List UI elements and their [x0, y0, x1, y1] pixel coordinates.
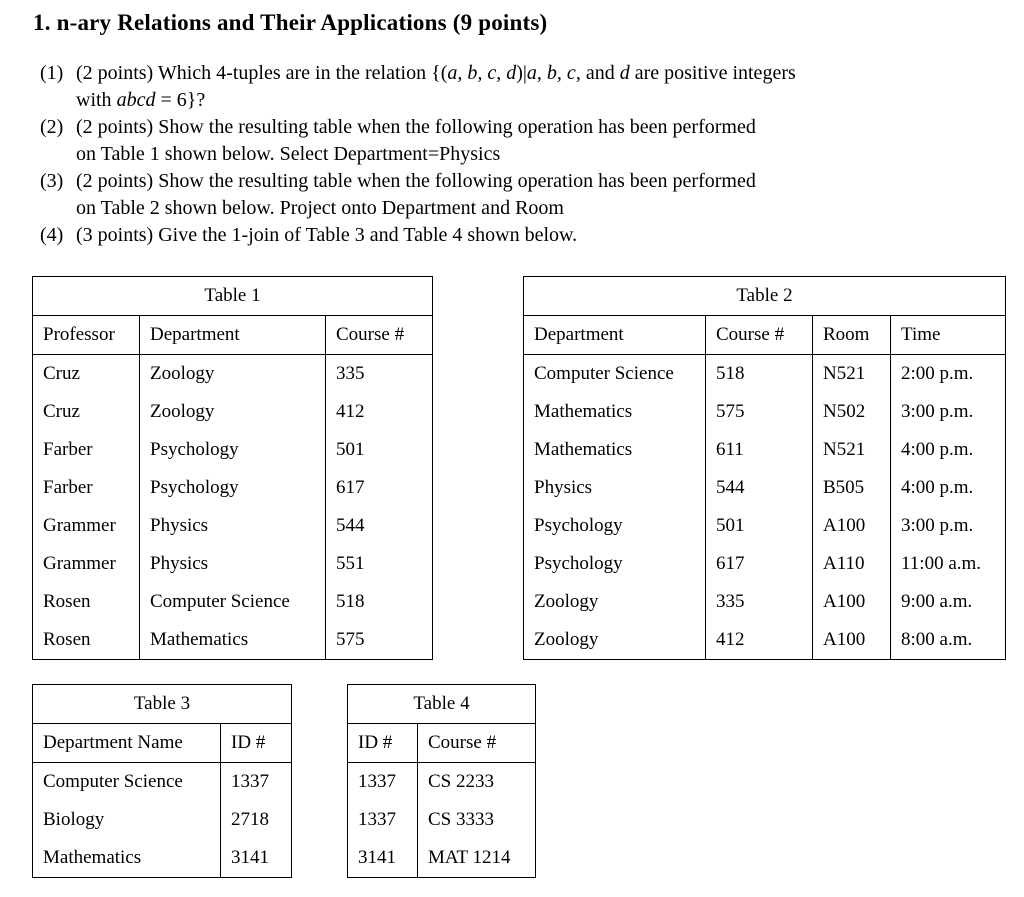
- table-cell: 1337: [221, 763, 292, 802]
- text-segment: , and: [575, 62, 620, 84]
- table-row: [348, 763, 536, 802]
- table-cell: 575: [706, 393, 813, 431]
- column-header: Course #: [706, 316, 813, 355]
- table-row: [33, 355, 433, 394]
- table-cell: 617: [326, 469, 433, 507]
- table-cell: 335: [326, 355, 433, 394]
- table-title: Table 1: [33, 277, 433, 316]
- table-row: [33, 545, 433, 583]
- table-title-row: [33, 277, 433, 316]
- table-row: [33, 507, 433, 545]
- text-segment: are positive integers: [629, 62, 796, 84]
- table-cell: Computer Science: [534, 363, 674, 384]
- column-header: Professor: [33, 316, 140, 355]
- table-row: [348, 801, 536, 839]
- table-cell: 3141: [221, 839, 292, 878]
- table-cell: MAT 1214: [418, 839, 536, 878]
- table-cell: 3:00 p.m.: [891, 393, 1006, 431]
- table-row: [524, 393, 1006, 431]
- table-cell: N521: [813, 355, 891, 394]
- table-cell: A110: [813, 545, 891, 583]
- table-1: [32, 276, 433, 660]
- text-segment: (2 points) Which 4-tuples are in the relation {(: [76, 62, 448, 84]
- table-row: [348, 839, 536, 878]
- table-cell: B505: [813, 469, 891, 507]
- table-cell: 2:00 p.m.: [891, 355, 1006, 394]
- table-title-row: [348, 685, 536, 724]
- table-cell: Mathematics: [534, 439, 633, 460]
- table-cell: Farber: [43, 477, 93, 498]
- table-cell: Psychology: [140, 469, 326, 507]
- table-cell: Cruz: [43, 363, 80, 384]
- question-number: (2): [40, 116, 64, 138]
- column-header: Course #: [418, 724, 536, 763]
- question-text-line: on Table 1 shown below. Select Department=Physics: [76, 143, 501, 165]
- table-cell: 1337: [358, 809, 396, 830]
- table-cell: Physics: [140, 545, 326, 583]
- column-header: Course #: [326, 316, 433, 355]
- table-header-row: [524, 316, 1006, 355]
- table-row: [33, 621, 433, 660]
- table-row: [524, 507, 1006, 545]
- table-cell: Zoology: [140, 355, 326, 394]
- question-text-line: (2 points) Show the resulting table when the following operation has been performed: [76, 116, 756, 138]
- table-cell: Rosen: [43, 591, 91, 612]
- question-text-line: [76, 87, 980, 114]
- table-row: [524, 355, 1006, 394]
- table-cell: 575: [326, 621, 433, 660]
- text-segment: = 6}?: [155, 89, 206, 111]
- table-cell: 501: [706, 507, 813, 545]
- table-title: Table 4: [348, 685, 536, 724]
- table-cell: 2718: [221, 801, 292, 839]
- table-cell: Mathematics: [43, 847, 142, 868]
- table-cell: CS 3333: [418, 801, 536, 839]
- table-cell: Computer Science: [140, 583, 326, 621]
- table-cell: 518: [326, 583, 433, 621]
- table-cell: Mathematics: [140, 621, 326, 660]
- question-text: [76, 168, 980, 222]
- table-cell: Zoology: [534, 629, 599, 650]
- table-cell: Computer Science: [43, 771, 183, 792]
- table-cell: Farber: [43, 439, 93, 460]
- column-header: Department: [524, 316, 706, 355]
- math-expression: d: [619, 62, 630, 84]
- table-cell: 544: [326, 507, 433, 545]
- table-4: [347, 684, 536, 878]
- table-row: [33, 469, 433, 507]
- column-header: Time: [891, 316, 1006, 355]
- table-row: [33, 393, 433, 431]
- table-row: [33, 839, 292, 878]
- column-header: Room: [813, 316, 891, 355]
- table-cell: Psychology: [534, 553, 623, 574]
- table-cell: 611: [706, 431, 813, 469]
- table-row: [524, 545, 1006, 583]
- table-cell: 11:00 a.m.: [891, 545, 1006, 583]
- question-item-3: [40, 168, 980, 222]
- question-number: (1): [40, 62, 64, 84]
- table-row: [33, 763, 292, 802]
- question-text: [76, 114, 980, 168]
- table-cell: Grammer: [43, 553, 116, 574]
- table-row: [524, 431, 1006, 469]
- table-cell: Physics: [140, 507, 326, 545]
- table-row: [524, 621, 1006, 660]
- table-cell: A100: [813, 583, 891, 621]
- table-title-row: [524, 277, 1006, 316]
- table-cell: 501: [326, 431, 433, 469]
- table-cell: Psychology: [140, 431, 326, 469]
- math-expression: a, b, c, d: [447, 62, 517, 84]
- table-cell: 9:00 a.m.: [891, 583, 1006, 621]
- question-text: [76, 222, 980, 249]
- question-text-line: (3 points) Give the 1-join of Table 3 and Table 4 shown below.: [76, 224, 578, 246]
- table-cell: 8:00 a.m.: [891, 621, 1006, 660]
- math-expression: abcd: [116, 89, 156, 111]
- table-cell: N521: [813, 431, 891, 469]
- table-cell: 617: [706, 545, 813, 583]
- table-cell: 3141: [358, 847, 396, 868]
- table-cell: 4:00 p.m.: [891, 431, 1006, 469]
- column-header: ID #: [348, 724, 418, 763]
- table-cell: 551: [326, 545, 433, 583]
- table-cell: Mathematics: [534, 401, 633, 422]
- question-item-4: [40, 222, 980, 249]
- text-segment: with: [76, 89, 117, 111]
- table-title: Table 2: [524, 277, 1006, 316]
- table-cell: 3:00 p.m.: [891, 507, 1006, 545]
- page-title: 1. n-ary Relations and Their Applications (9 points): [33, 10, 548, 35]
- question-text: [76, 60, 980, 114]
- table-cell: CS 2233: [418, 763, 536, 802]
- table-cell: Grammer: [43, 515, 116, 536]
- question-text-line: on Table 2 shown below. Project onto Department and Room: [76, 197, 564, 219]
- question-number: (4): [40, 224, 64, 246]
- text-segment: )|: [516, 62, 527, 84]
- table-title-row: [33, 685, 292, 724]
- table-cell: A100: [813, 621, 891, 660]
- table-row: [524, 469, 1006, 507]
- table-cell: Biology: [43, 809, 105, 830]
- table-cell: A100: [813, 507, 891, 545]
- table-cell: 1337: [358, 771, 396, 792]
- math-expression: a, b, c: [526, 62, 576, 84]
- table-cell: Psychology: [534, 515, 623, 536]
- table-cell: N502: [813, 393, 891, 431]
- table-title: Table 3: [33, 685, 292, 724]
- question-item-2: [40, 114, 980, 168]
- question-item-1: [40, 60, 980, 114]
- column-header: ID #: [221, 724, 292, 763]
- table-cell: 518: [706, 355, 813, 394]
- question-text-line: (2 points) Show the resulting table when the following operation has been performed: [76, 170, 756, 192]
- table-cell: 4:00 p.m.: [891, 469, 1006, 507]
- table-row: [33, 583, 433, 621]
- column-header: Department Name: [33, 724, 221, 763]
- table-cell: Physics: [534, 477, 593, 498]
- table-cell: 412: [706, 621, 813, 660]
- table-2: [523, 276, 1006, 660]
- table-cell: Rosen: [43, 629, 91, 650]
- table-header-row: [348, 724, 536, 763]
- table-cell: 544: [706, 469, 813, 507]
- table-header-row: [33, 316, 433, 355]
- column-header: Department: [140, 316, 326, 355]
- table-cell: Cruz: [43, 401, 80, 422]
- table-row: [33, 431, 433, 469]
- table-cell: Zoology: [140, 393, 326, 431]
- question-text-line: [76, 60, 980, 87]
- table-cell: Zoology: [534, 591, 599, 612]
- table-cell: 335: [706, 583, 813, 621]
- table-cell: 412: [326, 393, 433, 431]
- table-row: [524, 583, 1006, 621]
- table-row: [33, 801, 292, 839]
- question-number: (3): [40, 170, 64, 192]
- table-3: [32, 684, 292, 878]
- question-list: [40, 60, 980, 249]
- table-header-row: [33, 724, 292, 763]
